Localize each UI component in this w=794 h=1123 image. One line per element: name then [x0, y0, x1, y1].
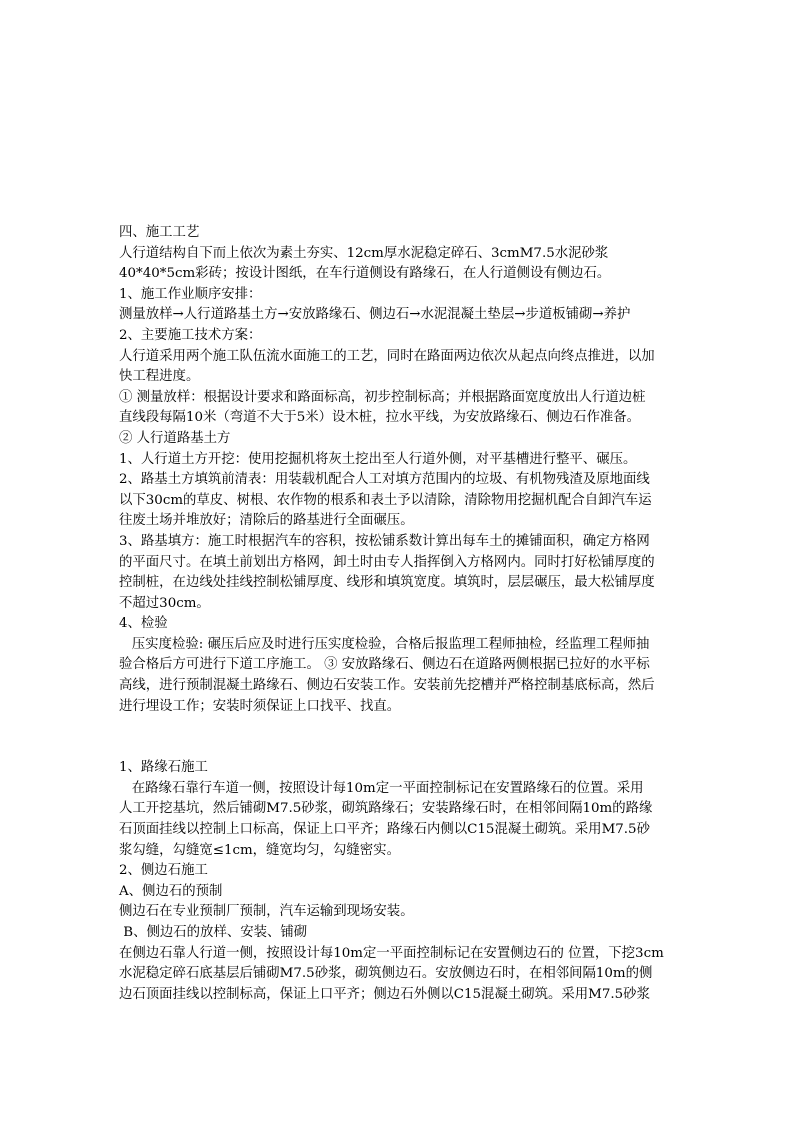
paragraph-line: 水泥稳定碎石底基层后铺砌M7.5砂浆，砌筑侧边石。安放侧边石时，在相邻间隔10m的侧 [119, 966, 653, 982]
paragraph-line: 在侧边石靠人行道一侧，按照设计每10m定一平面控制标记在安置侧边石的 位置，下挖3cm [119, 945, 664, 961]
paragraph-line: 40*40*5cm彩砖；按设计图纸，在车行道侧设有路缘石，在人行道侧设有侧边石。 [119, 266, 611, 282]
paragraph-line: 浆勾缝，勾缝宽≤1cm，缝宽均匀，勾缝密实。 [119, 842, 400, 858]
document-body [119, 223, 687, 1005]
paragraph-line: 直线段每隔10米（弯道不大于5米）设木桩，拉水平线，为安放路缘石、侧边石作准备。 [119, 410, 641, 426]
paragraph-line: 控制桩，在边线处挂线控制松铺厚度、线形和填筑宽度。填筑时，层层碾压，最大松铺厚度 [119, 575, 655, 591]
paragraph-line: 石顶面挂线以控制上口标高，保证上口平齐；路缘石内侧以C15混凝土砌筑。采用M7.5砂 [119, 822, 650, 838]
paragraph-line: 在路缘石靠行车道一侧，按照设计每10m定一平面控制标记在安置路缘石的位置。采用 [119, 780, 644, 796]
section-gap [119, 717, 687, 758]
paragraph-line: 不超过30cm。 [119, 595, 210, 611]
paragraph-line: 侧边石在专业预制厂预制，汽车运输到现场安装。 [119, 904, 414, 920]
paragraph-line: 以下30cm的草皮、树根、农作物的根系和表土予以清除，清除物用挖掘机配合自卸汽车运 [119, 492, 652, 508]
paragraph-line: 3、路基填方：施工时根据汽车的容积，按松铺系数计算出每车土的摊铺面积，确定方格网 [119, 533, 650, 549]
paragraph-line: 1、人行道土方开挖：使用挖掘机将灰土挖出至人行道外侧，对平基槽进行整平、碾压。 [119, 451, 637, 467]
subheading: 1、路缘石施工 [119, 760, 208, 776]
subheading: 2、侧边石施工 [119, 863, 208, 879]
paragraph-line: ① 测量放样：根据设计要求和路面标高，初步控制标高；并根据路面宽度放出人行道边桩 [119, 389, 646, 405]
subheading: ② 人行道路基土方 [119, 430, 231, 446]
paragraph-line: 高线，进行预制混凝土路缘石、侧边石安装工作。安装前先挖槽并严格控制基底标高，然后 [119, 678, 655, 694]
paragraph-line: 的平面尺寸。在填土前划出方格网，卸土时由专人指挥倒入方格网内。同时打好松铺厚度的 [119, 554, 655, 570]
subheading: 1、施工作业顺序安排： [119, 286, 262, 302]
subheading: A、侧边石的预制 [119, 883, 223, 899]
subheading: 4、检验 [119, 616, 168, 632]
subheading: B、侧边石的放样、安装、铺砌 [119, 925, 308, 940]
paragraph-line: 人行道结构自下而上依次为素土夯实、12cm厚水泥稳定碎石、3cmM7.5水泥砂浆 [119, 245, 609, 261]
paragraph-line: 验合格后方可进行下道工序施工。 ③ 安放路缘石、侧边石在道路两侧根据已拉好的水平标 [119, 657, 650, 673]
paragraph-line: 测量放样→人行道路基土方→安放路缘石、侧边石→水泥混凝土垫层→步道板铺砌→养护 [119, 307, 631, 323]
paragraph-line: 人工开挖基坑，然后铺砌M7.5砂浆，砌筑路缘石；安装路缘石时，在相邻间隔10m的路缘 [119, 801, 653, 817]
paragraph-line: 往废土场并堆放好；清除后的路基进行全面碾压。 [119, 513, 414, 529]
paragraph-line: 边石顶面挂线以控制标高，保证上口平齐；侧边石外侧以C15混凝土砌筑。采用M7.5砂浆 [119, 986, 650, 1002]
section-heading: 四、施工工艺 [119, 225, 200, 240]
paragraph-line: 人行道采用两个施工队伍流水面施工的工艺，同时在路面两边依次从起点向终点推进，以加 [119, 348, 655, 364]
paragraph-line: 快工程进度。 [119, 369, 200, 385]
subheading: 2、主要施工技术方案： [119, 327, 262, 343]
paragraph-line: 进行埋设工作；安装时须保证上口找平、找直。 [119, 698, 401, 714]
paragraph-line: 压实度检验: 碾压后应及时进行压实度检验，合格后报监理工程师抽检，经监理工程师抽 [119, 636, 650, 652]
paragraph-line: 2、路基土方填筑前清表：用装载机配合人工对填方范围内的垃圾、有机物残渣及原地面线 [119, 472, 650, 488]
